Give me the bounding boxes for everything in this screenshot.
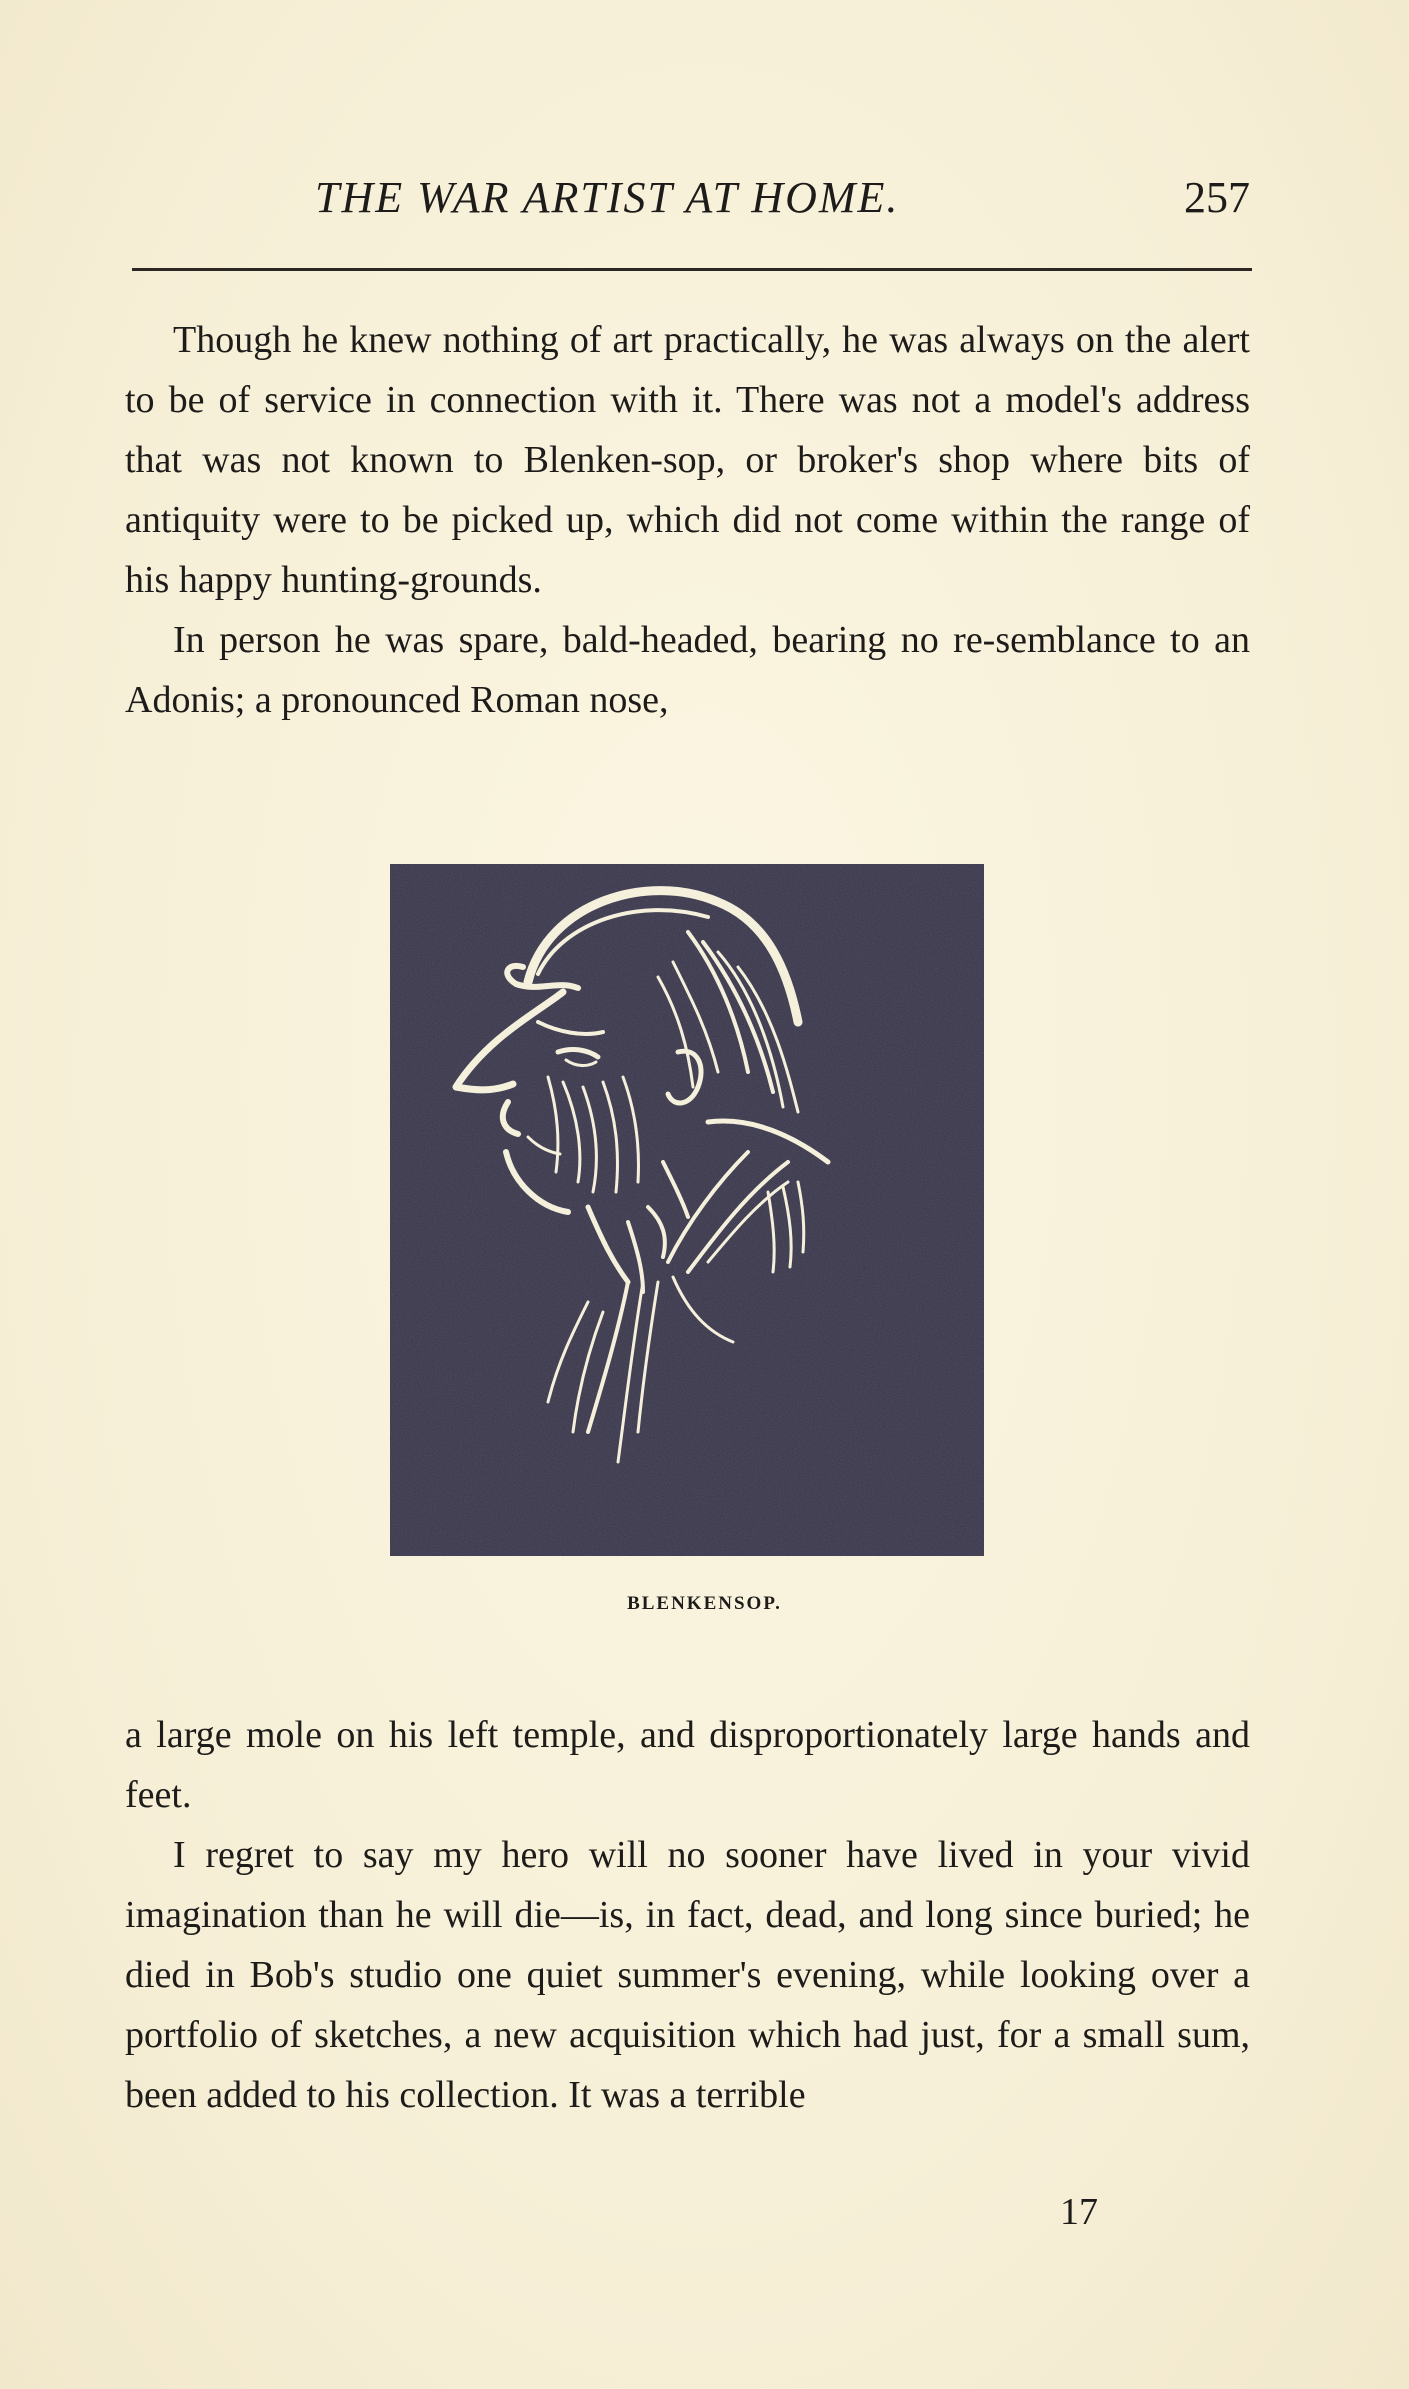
paragraph: I regret to say my hero will no sooner have lived in your vivid imagination than he will die—is, in fact, dead, and long since buried; he died in Bob's studio one quiet summer's evening, while looking over a portfolio of sketches, a new acquisition which had just, for a small sum, been added to his collection. It was a terrible <box>125 1834 1250 2116</box>
signature-mark: 17 <box>1060 2191 1098 2233</box>
paragraph: In person he was spare, bald-headed, bearing no re-semblance to an Adonis; a pronounced Roman nose, <box>125 619 1250 721</box>
page-number: 257 <box>1184 173 1250 222</box>
portrait-illustration <box>388 862 988 1560</box>
running-head <box>130 172 1250 232</box>
paragraph: Though he knew nothing of art practically, he was always on the alert to be of service in connection with it. There was not a model's address that was not known to Blenken-sop, or broker's shop where bits of antiquity were to be picked up, which did not come within the range of his happy hunting-grounds. <box>125 319 1250 601</box>
running-title: THE WAR ARTIST AT HOME. <box>315 173 900 222</box>
blenkensop-portrait <box>388 862 988 1560</box>
header-rule <box>132 268 1252 271</box>
paragraph: a large mole on his left temple, and disproportionately large hands and feet. <box>125 1714 1250 1816</box>
body-text-top <box>125 310 1250 730</box>
figure-caption: BLENKENSOP. <box>627 1593 782 1614</box>
body-text-bottom <box>125 1705 1250 2125</box>
